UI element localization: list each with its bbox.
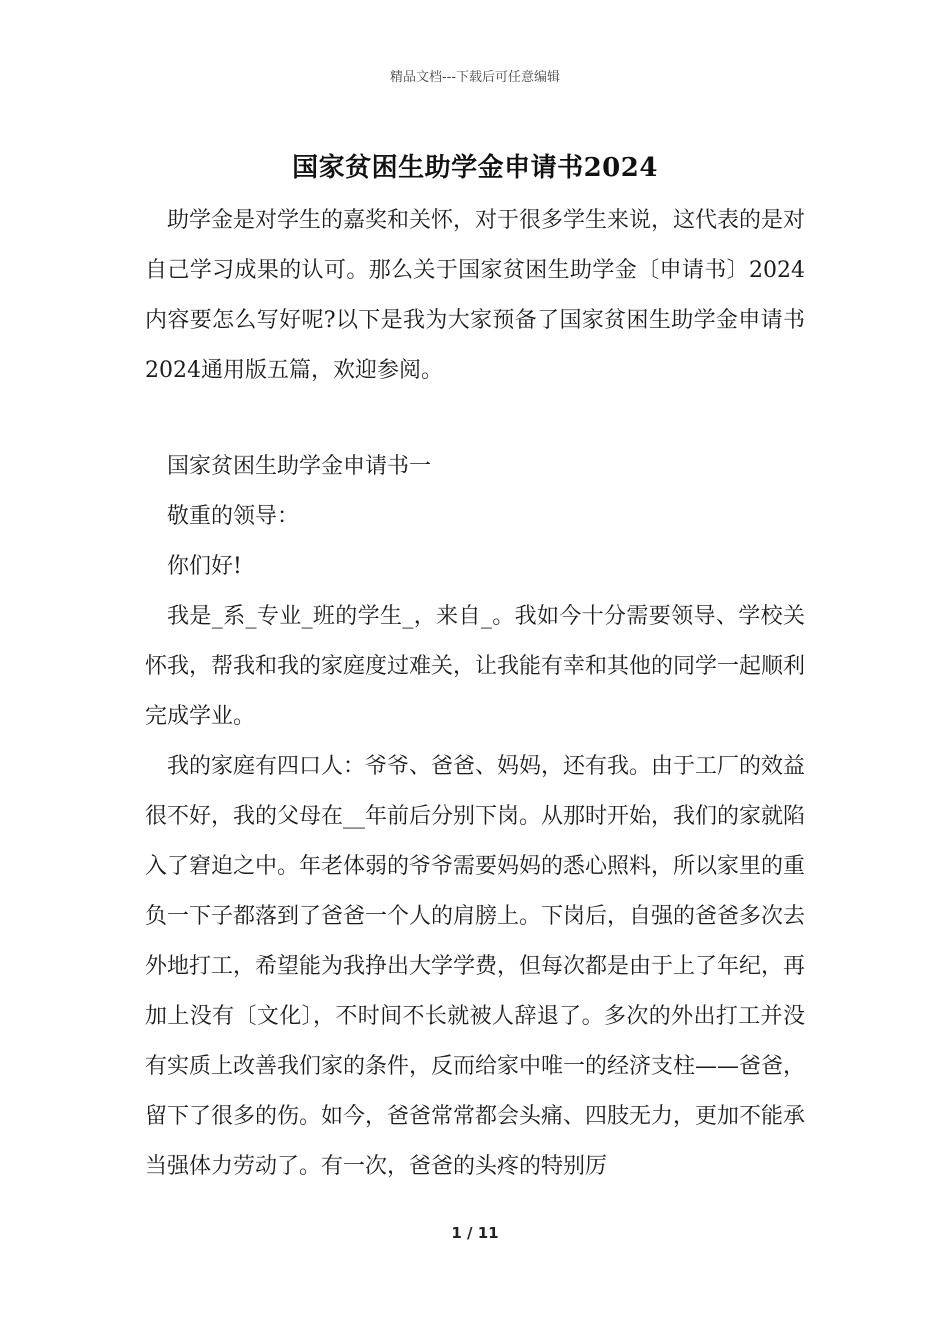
- body-paragraph: 我是_系_专业_班的学生_，来自_。我如今十分需要领导、学校关怀我，帮我和我的家庭度过难关，让我能有幸和其他的同学一起顺利完成学业。: [145, 604, 806, 729]
- greeting: 你们好!: [167, 554, 242, 579]
- page-header: 精品文档---下载后可任意编辑: [389, 70, 561, 85]
- body-paragraph: 我的家庭有四口人：爷爷、爸爸、妈妈，还有我。由于工厂的效益很不好，我的父母在__年前后分别下岗。从那时开始，我们的家就陷入了窘迫之中。年老体弱的爷爷需要妈妈的悉心照料，所以家里的重负一下子都落到了爸爸一个人的肩膀上。下岗后，自强的爸爸多次去外地打工，希望能为我挣出大学学费，但每次都是由于上了年纪，再加上没有〔文化〕，不时间不长就被人辞退了。多次的外出打工并没有实质上改善我们家的条件，反而给家中唯一的经济支柱——爸爸，留下了很多的伤。如今，爸爸常常都会头痛、四肢无力，更加不能承当强体力劳动了。有一次，爸爸的头疼的特别厉: [145, 754, 806, 1179]
- page-number: 1 / 11: [451, 1224, 499, 1242]
- salutation: 敬重的领导：: [167, 504, 300, 529]
- document-title: 国家贫困生助学金申请书2024: [292, 153, 658, 183]
- intro-paragraph: 助学金是对学生的嘉奖和关怀，对于很多学生来说，这代表的是对自己学习成果的认可。那么关于国家贫困生助学金〔申请书〕2024内容要怎么写好呢?以下是我为大家预备了国家贫困生助学金申请书2024通用版五篇，欢迎参阅。: [145, 208, 806, 383]
- document-body: [145, 196, 805, 1192]
- section-heading: 国家贫困生助学金申请书一: [167, 454, 432, 479]
